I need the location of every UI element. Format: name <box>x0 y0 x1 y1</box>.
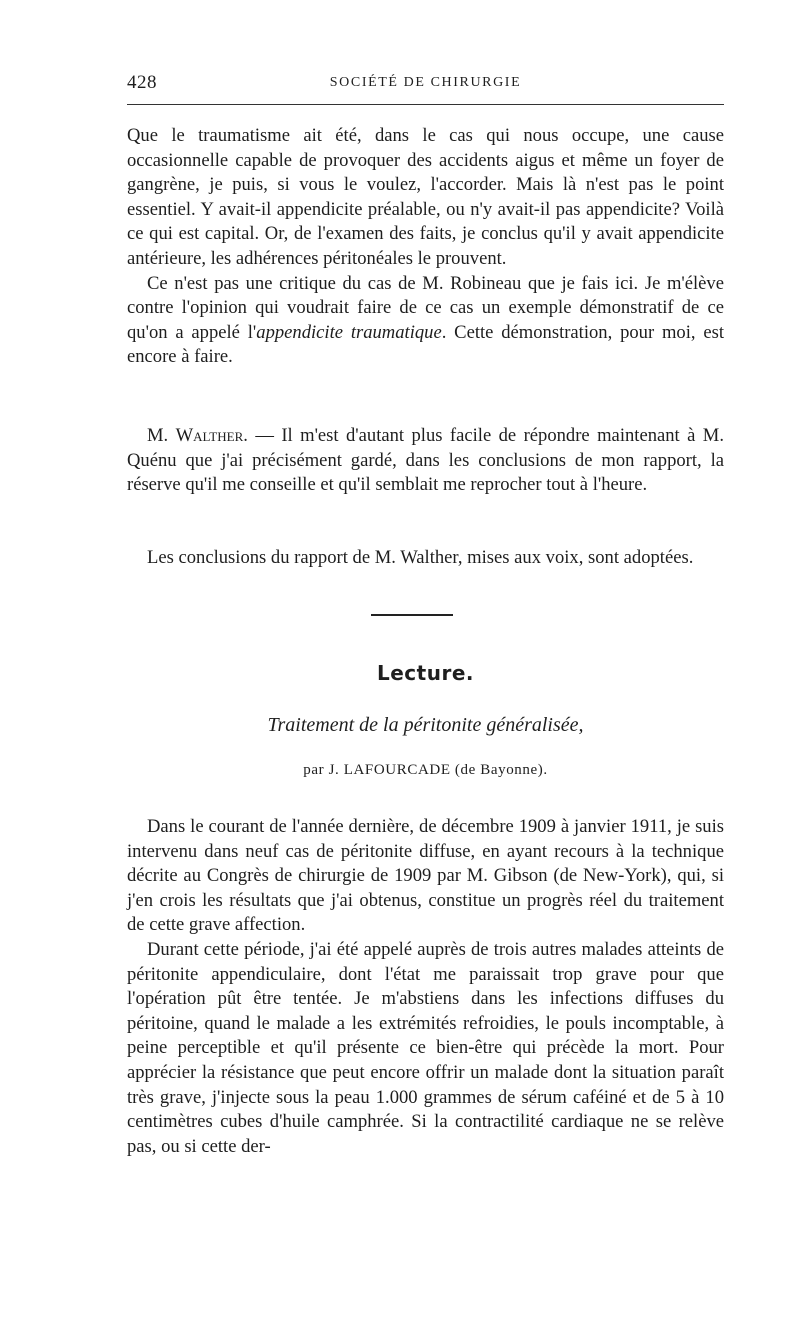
article-title: Traitement de la péritonite généralisée, <box>267 714 584 736</box>
paragraph: Les conclusions du rapport de M. Walther, mises aux voix, sont adoptées. <box>147 547 694 568</box>
paragraph-text: Ce n'est pas une critique du cas de M. Robineau que je fais ici. Je m'élève contre l'opinion qui voudrait faire de ce cas un exemple démonstratif de ce qu'on a appelé l' <box>127 272 724 343</box>
vote-block <box>127 546 724 571</box>
paragraph-text: . Cette démonstration, pour moi, est encore à faire. <box>127 321 724 368</box>
walther-reply-block <box>127 424 724 498</box>
speaker-name: Walther <box>175 425 244 446</box>
page-number: 428 <box>127 72 157 93</box>
article-author: par J. LAFOURCADE (de Bayonne). <box>303 762 548 778</box>
paragraph: Durant cette période, j'ai été appelé auprès de trois autres malades atteints de péritonite appendiculaire, dont l'état me paraissait trop grave pour que l'opération pût être tentée. Je m'abstiens dans les infections diffuses du péritoine, quand le malade a les extrémités refroidies, le pouls incomptable, à peine perceptible et qu'il présente ce bien-être qui précède la mort. Pour apprécier la résistance que peut encore offrir un malade dont la situation paraît très grave, j'injecte sous la peau 1.000 grammes de sérum caféiné et de 5 à 10 centimètres cubes d'huile camphrée. Si la contractilité cardiaque ne se relève pas, ou si cette der- <box>127 938 724 1157</box>
discussion-block <box>127 124 724 370</box>
paragraph: Que le traumatisme ait été, dans le cas qui nous occupe, une cause occasionnelle capable de provoquer des accidents aigus et même un foyer de gangrène, je puis, si vous le voulez, l'accorder. Mais là n'est pas le point essentiel. Y avait-il appendicite préalable, ou n'y avait-il pas appendicite? Voilà ce qui est capital. Or, de l'examen des faits, je conclus qu'il y avait appendicite antérieure, les adhérences péritonéales le prouvent. <box>127 125 724 269</box>
paragraph <box>127 424 724 498</box>
running-head: SOCIÉTÉ DE CHIRURGIE <box>329 75 522 90</box>
page-header <box>127 70 724 100</box>
paragraph-text: . — Il m'est d'autant plus facile de répondre maintenant à M. Quénu que j'ai précisément gardé, dans les conclusions de mon rapport, la réserve qu'il me conseille et qu'il semblait me reprocher tout à l'heure. <box>127 425 724 496</box>
header-rule <box>127 104 724 105</box>
speaker-prefix: M. <box>147 425 176 446</box>
paragraph: Dans le courant de l'année dernière, de décembre 1909 à janvier 1911, je suis intervenu dans neuf cas de péritonite diffuse, en ayant recours à la technique décrite au Congrès de chirurgie de 1909 par M. Gibson (de New-York), qui, si j'en crois les résultats que j'ai obtenus, constitue un progrès réel du traitement de cette grave affection. <box>127 816 724 936</box>
paragraph <box>127 272 724 370</box>
italic-term: appendicite traumatique <box>256 321 442 343</box>
section-title: Lecture. <box>377 661 474 685</box>
section-divider <box>371 614 453 616</box>
article-body <box>127 815 724 1159</box>
